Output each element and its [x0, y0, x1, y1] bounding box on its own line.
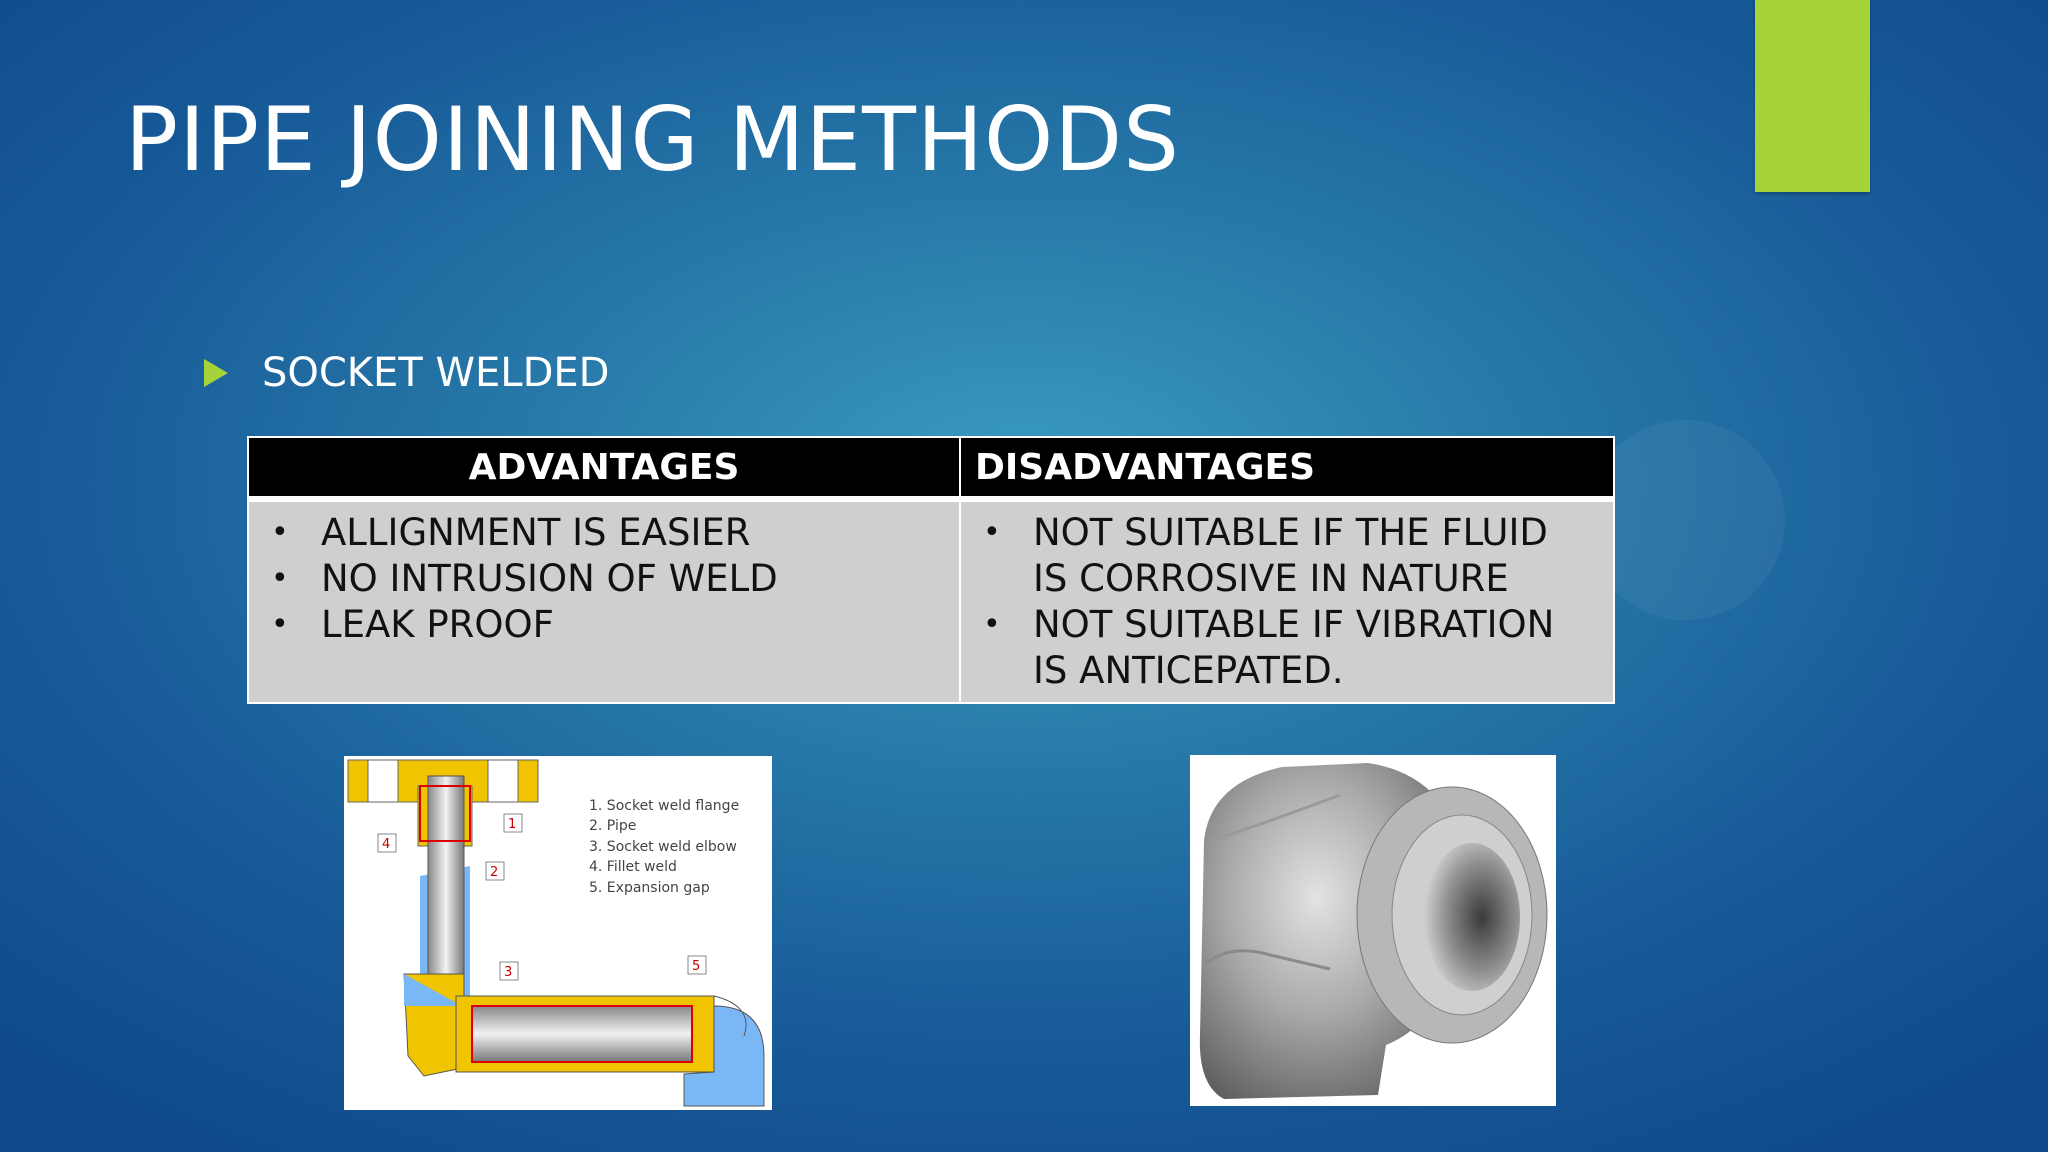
- callout-label: 1: [508, 817, 517, 832]
- slide-title: PIPE JOINING METHODS: [125, 88, 1180, 191]
- socket-weld-diagram: [344, 756, 772, 1110]
- legend-item: 5. Expansion gap: [589, 880, 710, 896]
- advantages-table: [247, 436, 1615, 704]
- advantage-item: • NO INTRUSION OF WELD: [259, 556, 959, 602]
- callout-label: 3: [504, 965, 513, 980]
- advantages-cell: [248, 499, 960, 703]
- accent-bar: [1755, 0, 1870, 192]
- bullet-item: [200, 350, 609, 396]
- callout-label: 5: [692, 959, 701, 974]
- disadvantage-item: • NOT SUITABLE IF VIBRATION IS ANTICEPATED.: [971, 602, 1593, 694]
- advantage-item: • LEAK PROOF: [259, 602, 959, 648]
- background-circle: [1585, 420, 1785, 620]
- disadvantages-cell: [960, 499, 1614, 703]
- callout-label: 2: [490, 865, 499, 880]
- legend-item: 2. Pipe: [589, 818, 637, 834]
- socket-weld-elbow-photo: [1190, 755, 1556, 1106]
- disadvantages-header: DISADVANTAGES: [960, 437, 1614, 499]
- triangle-bullet-icon: [204, 359, 228, 387]
- legend-item: 3. Socket weld elbow: [589, 839, 737, 855]
- legend-item: 1. Socket weld flange: [589, 798, 740, 814]
- bullet-text: SOCKET WELDED: [262, 350, 610, 396]
- callout-label: 4: [382, 837, 391, 852]
- legend-item: 4. Fillet weld: [589, 859, 677, 875]
- advantages-header: ADVANTAGES: [248, 437, 960, 499]
- disadvantage-item: • NOT SUITABLE IF THE FLUID IS CORROSIVE IN NATURE: [971, 510, 1593, 602]
- advantage-item: • ALLIGNMENT IS EASIER: [259, 510, 959, 556]
